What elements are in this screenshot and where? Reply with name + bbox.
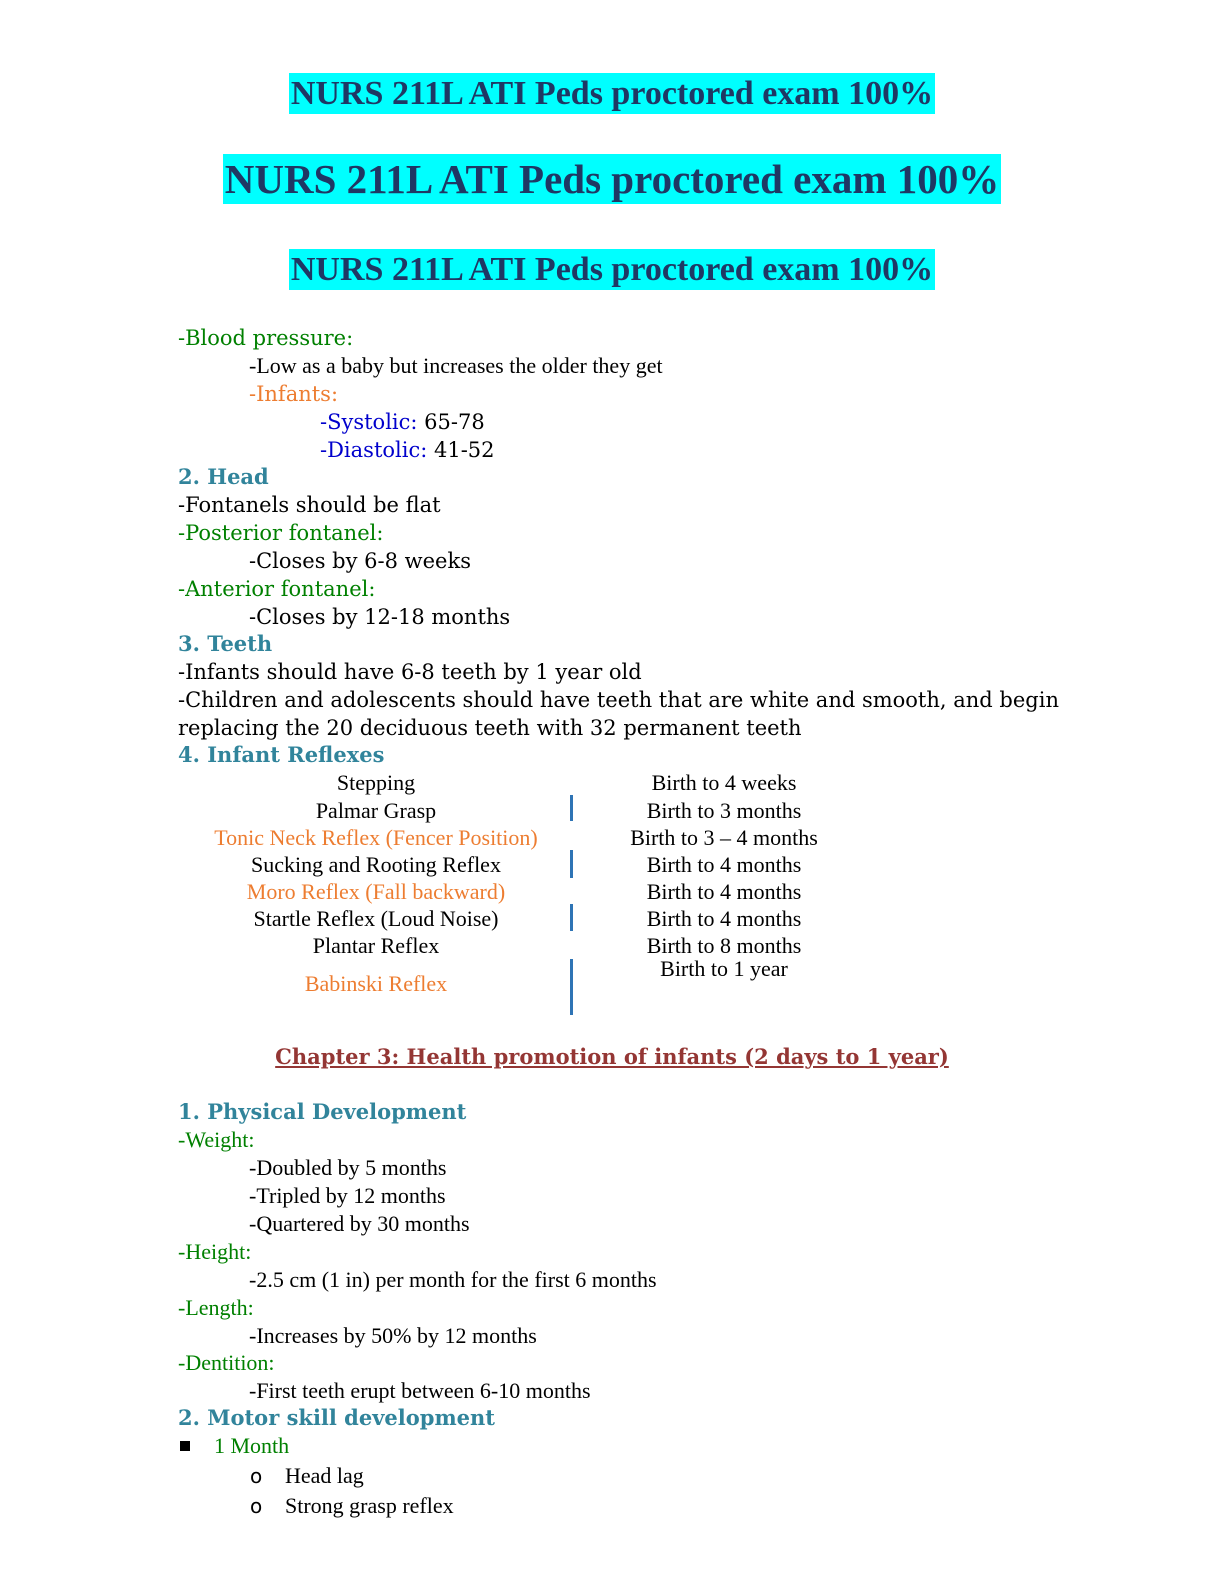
reflex-name: Stepping bbox=[336, 770, 416, 795]
physical-heading: 1. Physical Development bbox=[178, 1099, 467, 1124]
bp-line: -Low as a baby but increases the older they get bbox=[249, 353, 663, 378]
reflex-age: Birth to 4 months bbox=[646, 852, 802, 877]
head-line: -Fontanels should be flat bbox=[178, 493, 441, 517]
doc-title-3: NURS 211L ATI Peds proctored exam 100% bbox=[290, 251, 934, 288]
bp-systolic bbox=[320, 408, 485, 436]
column-divider bbox=[570, 795, 573, 821]
reflex-age: Birth to 3 – 4 months bbox=[630, 825, 818, 850]
dentition-item: -First teeth erupt between 6-10 months bbox=[249, 1378, 591, 1403]
reflex-age: Birth to 1 year bbox=[660, 956, 788, 981]
reflex-age: Birth to 4 months bbox=[646, 906, 802, 931]
dentition-heading: -Dentition: bbox=[178, 1350, 275, 1375]
anterior-fontanel: -Anterior fontanel: bbox=[178, 577, 376, 601]
reflex-name: Moro Reflex (Fall backward) bbox=[246, 879, 506, 904]
reflex-name: Babinski Reflex bbox=[304, 971, 448, 996]
weight-item: -Doubled by 5 months bbox=[249, 1155, 447, 1180]
reflex-name: Plantar Reflex bbox=[312, 933, 440, 958]
doc-title-1: NURS 211L ATI Peds proctored exam 100% bbox=[290, 75, 934, 112]
bp-diastolic bbox=[320, 436, 495, 464]
teeth-heading: 3. Teeth bbox=[178, 631, 273, 656]
teeth-line-2: -Children and adolescents should have teeth that are white and smooth, and begin bbox=[178, 688, 1059, 712]
motor-item: Strong grasp reflex bbox=[285, 1493, 454, 1518]
teeth-line-1: -Infants should have 6-8 teeth by 1 year old bbox=[178, 660, 642, 684]
bp-heading: -Blood pressure: bbox=[178, 326, 354, 350]
diastolic-label: -Diastolic: bbox=[320, 438, 428, 462]
motor-heading: 2. Motor skill development bbox=[178, 1405, 496, 1430]
diastolic-value: 41-52 bbox=[427, 438, 495, 462]
reflex-name: Sucking and Rooting Reflex bbox=[251, 852, 501, 877]
reflex-age: Birth to 3 months bbox=[646, 798, 802, 823]
weight-item: -Quartered by 30 months bbox=[249, 1211, 470, 1236]
reflex-age: Birth to 8 months bbox=[646, 933, 802, 958]
reflex-name: Tonic Neck Reflex (Fencer Position) bbox=[214, 825, 538, 850]
head-heading: 2. Head bbox=[178, 464, 269, 489]
reflex-age: Birth to 4 months bbox=[646, 879, 802, 904]
systolic-label: -Systolic: bbox=[320, 410, 418, 434]
anterior-detail: -Closes by 12-18 months bbox=[249, 605, 511, 629]
column-divider bbox=[570, 959, 573, 1015]
circle-bullet-icon: o bbox=[250, 1464, 263, 1488]
height-item: -2.5 cm (1 in) per month for the first 6 months bbox=[249, 1267, 657, 1292]
teeth-line-3: replacing the 20 deciduous teeth with 32 permanent teeth bbox=[178, 716, 802, 740]
bp-infants: -Infants: bbox=[249, 382, 339, 406]
reflex-age: Birth to 4 weeks bbox=[651, 770, 797, 795]
length-item: -Increases by 50% by 12 months bbox=[249, 1323, 537, 1348]
height-heading: -Height: bbox=[178, 1239, 252, 1264]
circle-bullet-icon: o bbox=[250, 1494, 263, 1518]
reflexes-heading: 4. Infant Reflexes bbox=[178, 742, 385, 767]
motor-item: Head lag bbox=[285, 1463, 364, 1488]
column-divider bbox=[570, 904, 573, 931]
weight-item: -Tripled by 12 months bbox=[249, 1183, 446, 1208]
posterior-detail: -Closes by 6-8 weeks bbox=[249, 549, 471, 573]
reflex-name: Startle Reflex (Loud Noise) bbox=[253, 906, 499, 931]
month-label: 1 Month bbox=[214, 1433, 290, 1458]
length-heading: -Length: bbox=[178, 1295, 254, 1320]
doc-title-2: NURS 211L ATI Peds proctored exam 100% bbox=[224, 156, 1000, 202]
chapter-heading: Chapter 3: Health promotion of infants (2 days to 1 year) bbox=[275, 1044, 949, 1069]
square-bullet-icon bbox=[180, 1441, 190, 1451]
reflex-name: Palmar Grasp bbox=[315, 798, 437, 823]
weight-heading: -Weight: bbox=[178, 1127, 255, 1152]
posterior-fontanel: -Posterior fontanel: bbox=[178, 521, 384, 545]
systolic-value: 65-78 bbox=[417, 410, 485, 434]
column-divider bbox=[570, 850, 573, 878]
